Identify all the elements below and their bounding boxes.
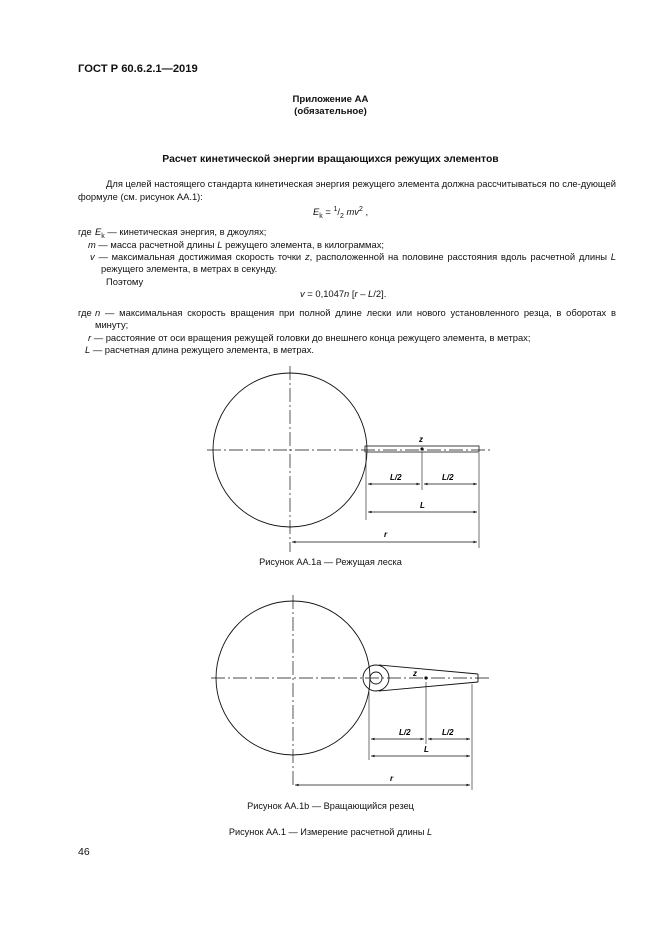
def-text: — кинетическая энергия, в джоулях; bbox=[104, 226, 267, 237]
where-lead-2: где bbox=[78, 307, 92, 318]
def-symbol: r bbox=[88, 332, 92, 343]
page-number: 46 bbox=[78, 846, 90, 858]
formula-part: – bbox=[357, 288, 369, 299]
label-half2: L/2 bbox=[442, 473, 454, 482]
point-z-marker bbox=[424, 676, 427, 679]
formula-symbol: v bbox=[300, 288, 305, 299]
formula-subscript: k bbox=[319, 213, 323, 220]
def-text: — расчетная длина режущего элемента, в метрах. bbox=[90, 344, 315, 355]
formula-symbol: L bbox=[368, 288, 374, 299]
def-symbol: L bbox=[85, 344, 91, 355]
caption-text: Рисунок АА.1 — Измерение расчетной длины bbox=[228, 827, 428, 837]
document-header: ГОСТ Р 60.6.2.1—2019 bbox=[78, 63, 198, 75]
figure-b-caption: Рисунок АА.1b — Вращающийся резец bbox=[247, 801, 414, 811]
def-symbol: L bbox=[217, 239, 223, 250]
def-symbol: E bbox=[95, 226, 102, 237]
def-symbol: v bbox=[90, 251, 95, 262]
def-text: — максимальная скорость вращения при полной длине лески или нового установленного резца, в оборотах в минуту; bbox=[95, 307, 616, 331]
caption-symbol: L bbox=[427, 827, 433, 837]
def-symbol: n bbox=[95, 307, 101, 318]
def-text: — масса расчетной длины bbox=[95, 239, 218, 250]
def-text: — расстояние от оси вращения режущей головки до внешнего конца режущего элемента, в метрах; bbox=[91, 332, 531, 343]
label-half1: L/2 bbox=[390, 473, 402, 482]
formula-symbol: r bbox=[354, 288, 358, 299]
figure-b-rotating-blade bbox=[211, 595, 490, 790]
def-symbol: m bbox=[88, 239, 96, 250]
blade-edge-top bbox=[379, 665, 478, 674]
label-point-z: z bbox=[413, 669, 417, 678]
figure-a-caption: Рисунок АА.1а — Режущая леска bbox=[259, 557, 402, 567]
formula-end: , bbox=[362, 206, 369, 218]
formula-denominator: 2 bbox=[339, 213, 344, 220]
label-full: L bbox=[420, 501, 425, 510]
def-symbol: L bbox=[610, 251, 616, 262]
therefore-text: Поэтому bbox=[106, 276, 144, 287]
def-symbol: z bbox=[304, 251, 310, 262]
label-radius: r bbox=[384, 530, 388, 539]
label-full: L bbox=[424, 745, 429, 754]
def-text: режущего элемента, в метрах в секунду. bbox=[101, 263, 278, 275]
section-title: Расчет кинетической энергии вращающихся режущих элементов bbox=[162, 154, 499, 165]
formula-kinetic-energy: $E_k = ^1/_2$ $mv^2$ , bbox=[313, 206, 369, 220]
def-text: , расположенной на половине расстояния вдоль расчетной длины bbox=[309, 251, 611, 262]
where-lead-1: где bbox=[78, 226, 92, 237]
point-z-marker bbox=[420, 447, 423, 450]
formula-symbol: n bbox=[344, 288, 350, 299]
appendix-title: Приложение АА bbox=[292, 94, 369, 105]
formula-mv: mv bbox=[343, 206, 359, 218]
def-subscript: k bbox=[101, 232, 105, 240]
formula-symbol: E bbox=[313, 206, 320, 218]
label-half2: L/2 bbox=[442, 728, 454, 737]
intro-paragraph: Для целей настоящего стандарта кинетическая энергия режущего элемента должна рассчитываться по сле-дующей формуле (см. рисунок АА.1): bbox=[78, 178, 616, 202]
formula-part: /2]. bbox=[373, 288, 387, 299]
formula-part: = 0,1047 bbox=[304, 288, 345, 299]
formula-equals: = bbox=[322, 206, 334, 218]
label-radius: r bbox=[390, 774, 394, 783]
figure-a-cutting-line bbox=[207, 366, 490, 552]
formula-exponent: 2 bbox=[358, 206, 363, 213]
label-point-z: z bbox=[419, 435, 423, 444]
label-half1: L/2 bbox=[399, 728, 411, 737]
formula-numerator: 1 bbox=[333, 206, 338, 213]
def-text: — максимальная достижимая скорость точки bbox=[94, 251, 305, 262]
appendix-status: (обязательное) bbox=[294, 106, 367, 117]
formula-part: [ bbox=[349, 288, 355, 299]
blade-edge-bottom bbox=[379, 682, 478, 691]
figure-main-caption bbox=[0, 827, 661, 837]
def-text: режущего элемента, в килограммах; bbox=[222, 239, 385, 250]
